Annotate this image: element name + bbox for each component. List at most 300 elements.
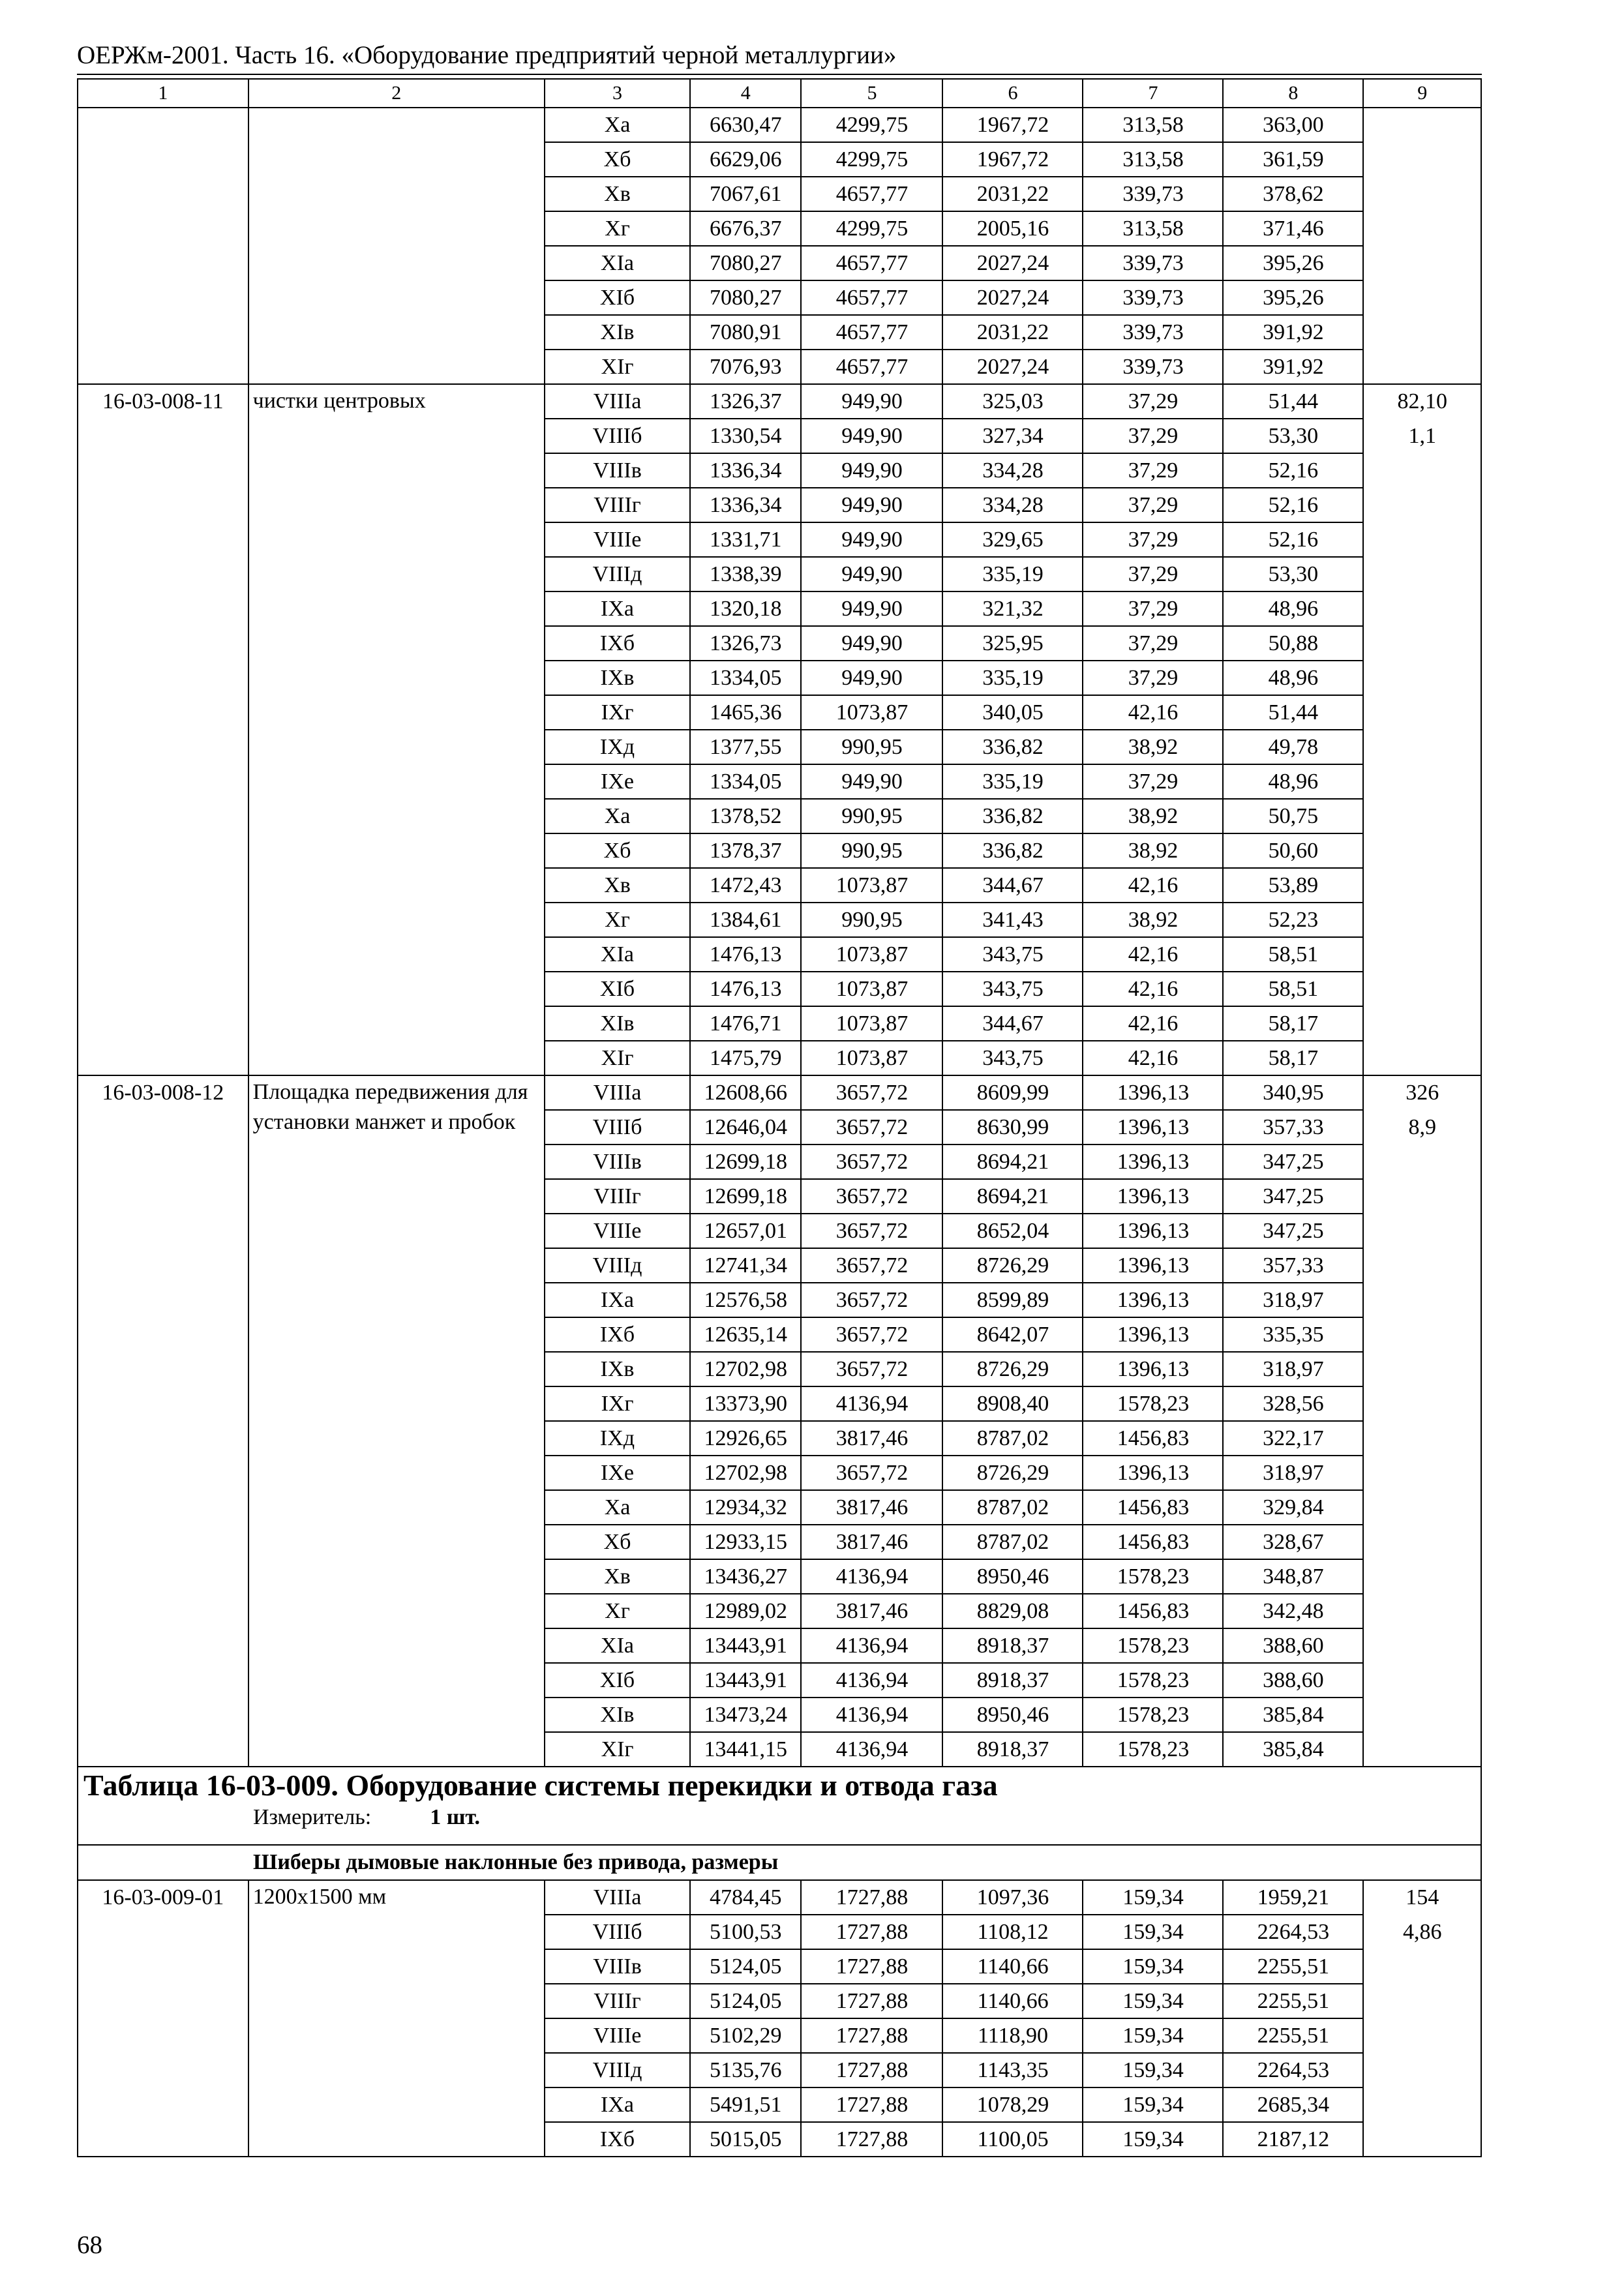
value-cell: 339,73: [1083, 177, 1223, 211]
value-cell: 347,25: [1223, 1214, 1363, 1248]
value-cell: 3817,46: [801, 1525, 942, 1559]
value-cell: 159,34: [1083, 1915, 1223, 1949]
zone-cell: VIIIа: [545, 1075, 690, 1110]
value-cell: 2255,51: [1223, 2018, 1363, 2053]
column-number: 8: [1223, 79, 1363, 108]
value-cell: 3817,46: [801, 1490, 942, 1525]
value-cell: 12933,15: [690, 1525, 801, 1559]
value-cell: 334,28: [942, 488, 1083, 522]
value-cell: 1140,66: [942, 1984, 1083, 2018]
value-cell: 58,17: [1223, 1041, 1363, 1075]
value-cell: 58,51: [1223, 972, 1363, 1006]
value-cell: 1336,34: [690, 453, 801, 488]
table-row: [78, 1075, 1481, 1110]
value-cell: 391,92: [1223, 350, 1363, 384]
value-cell: 347,25: [1223, 1179, 1363, 1214]
value-cell: 318,97: [1223, 1283, 1363, 1317]
resource-cell: [1363, 108, 1481, 384]
value-cell: 949,90: [801, 626, 942, 661]
value-cell: 334,28: [942, 453, 1083, 488]
value-cell: 339,73: [1083, 315, 1223, 350]
column-number: 9: [1363, 79, 1481, 108]
value-cell: 4784,45: [690, 1880, 801, 1915]
table-title-row: [78, 1767, 1481, 1845]
value-cell: 328,67: [1223, 1525, 1363, 1559]
value-cell: 1476,13: [690, 937, 801, 972]
zone-cell: XIб: [545, 1663, 690, 1698]
zone-cell: Xа: [545, 1490, 690, 1525]
value-cell: 2255,51: [1223, 1949, 1363, 1984]
zone-cell: IXб: [545, 626, 690, 661]
page-number: 68: [77, 2231, 102, 2259]
value-cell: 1097,36: [942, 1880, 1083, 1915]
value-cell: 37,29: [1083, 557, 1223, 591]
value-cell: 8950,46: [942, 1698, 1083, 1732]
value-cell: 37,29: [1083, 626, 1223, 661]
zone-cell: VIIIд: [545, 1248, 690, 1283]
value-cell: 1396,13: [1083, 1214, 1223, 1248]
value-cell: 3657,72: [801, 1352, 942, 1386]
value-cell: 1073,87: [801, 937, 942, 972]
value-cell: 339,73: [1083, 350, 1223, 384]
column-number: 2: [248, 79, 545, 108]
value-cell: 2255,51: [1223, 1984, 1363, 2018]
value-cell: 1727,88: [801, 2122, 942, 2157]
value-cell: 5100,53: [690, 1915, 801, 1949]
value-cell: 395,26: [1223, 280, 1363, 315]
zone-cell: VIIIе: [545, 1214, 690, 1248]
value-cell: 1578,23: [1083, 1698, 1223, 1732]
zone-cell: VIIIд: [545, 557, 690, 591]
value-cell: 1143,35: [942, 2053, 1083, 2087]
value-cell: 2031,22: [942, 177, 1083, 211]
value-cell: 1396,13: [1083, 1248, 1223, 1283]
value-cell: 341,43: [942, 903, 1083, 937]
zone-cell: Xа: [545, 108, 690, 142]
value-cell: 313,58: [1083, 211, 1223, 246]
price-table: [77, 78, 1482, 2157]
value-cell: 1578,23: [1083, 1628, 1223, 1663]
value-cell: 2027,24: [942, 280, 1083, 315]
value-cell: 1326,73: [690, 626, 801, 661]
value-cell: 1384,61: [690, 903, 801, 937]
value-cell: 4657,77: [801, 315, 942, 350]
value-cell: 1578,23: [1083, 1559, 1223, 1594]
value-cell: 12702,98: [690, 1456, 801, 1490]
value-cell: 391,92: [1223, 315, 1363, 350]
value-cell: 13473,24: [690, 1698, 801, 1732]
value-cell: 395,26: [1223, 246, 1363, 280]
zone-cell: XIв: [545, 1698, 690, 1732]
value-cell: 335,19: [942, 764, 1083, 799]
value-cell: 12702,98: [690, 1352, 801, 1386]
value-cell: 343,75: [942, 972, 1083, 1006]
value-cell: 52,23: [1223, 903, 1363, 937]
value-cell: 4136,94: [801, 1698, 942, 1732]
value-cell: 8726,29: [942, 1456, 1083, 1490]
value-cell: 4299,75: [801, 211, 942, 246]
value-cell: 2685,34: [1223, 2087, 1363, 2122]
value-cell: 51,44: [1223, 384, 1363, 419]
zone-cell: Xв: [545, 868, 690, 903]
table-row: [78, 108, 1481, 142]
value-cell: 12926,65: [690, 1421, 801, 1456]
item-name: [248, 108, 545, 384]
value-cell: 3657,72: [801, 1248, 942, 1283]
value-cell: 7080,91: [690, 315, 801, 350]
value-cell: 327,34: [942, 419, 1083, 453]
value-cell: 42,16: [1083, 972, 1223, 1006]
value-cell: 357,33: [1223, 1110, 1363, 1144]
value-cell: 7067,61: [690, 177, 801, 211]
value-cell: 37,29: [1083, 419, 1223, 453]
value-cell: 159,34: [1083, 1880, 1223, 1915]
value-cell: 4299,75: [801, 142, 942, 177]
item-code: [78, 108, 248, 384]
zone-cell: IXв: [545, 1352, 690, 1386]
resource-value: 326: [1406, 1081, 1439, 1105]
value-cell: 321,32: [942, 591, 1083, 626]
zone-cell: Xб: [545, 1525, 690, 1559]
zone-cell: VIIIв: [545, 1144, 690, 1179]
value-cell: 12646,04: [690, 1110, 801, 1144]
page-header-title: ОЕРЖм-2001. Часть 16. «Оборудование предприятий черной металлургии»: [77, 41, 897, 69]
resource-cell: [1363, 1075, 1481, 1767]
value-cell: 6676,37: [690, 211, 801, 246]
value-cell: 159,34: [1083, 1984, 1223, 2018]
value-cell: 1073,87: [801, 868, 942, 903]
value-cell: 1396,13: [1083, 1110, 1223, 1144]
value-cell: 1967,72: [942, 108, 1083, 142]
resource-value: 4,86: [1402, 1920, 1442, 1944]
value-cell: 3657,72: [801, 1144, 942, 1179]
zone-cell: VIIIе: [545, 2018, 690, 2053]
column-number: 4: [690, 79, 801, 108]
zone-cell: VIIIа: [545, 384, 690, 419]
column-number-row: [78, 79, 1481, 108]
value-cell: 1727,88: [801, 1949, 942, 1984]
zone-cell: IXа: [545, 2087, 690, 2122]
value-cell: 1377,55: [690, 730, 801, 764]
value-cell: 37,29: [1083, 591, 1223, 626]
value-cell: 2005,16: [942, 211, 1083, 246]
meter-line: [83, 1803, 1475, 1833]
value-cell: 53,89: [1223, 868, 1363, 903]
meter-label: Измеритель:: [253, 1805, 372, 1829]
value-cell: 2187,12: [1223, 2122, 1363, 2157]
value-cell: 8829,08: [942, 1594, 1083, 1628]
value-cell: 8787,02: [942, 1490, 1083, 1525]
value-cell: 1578,23: [1083, 1663, 1223, 1698]
value-cell: 52,16: [1223, 522, 1363, 557]
value-cell: 1073,87: [801, 695, 942, 730]
value-cell: 1727,88: [801, 2018, 942, 2053]
zone-cell: Xг: [545, 903, 690, 937]
column-number: 6: [942, 79, 1083, 108]
value-cell: 1140,66: [942, 1949, 1083, 1984]
value-cell: 336,82: [942, 730, 1083, 764]
value-cell: 2027,24: [942, 350, 1083, 384]
value-cell: 3817,46: [801, 1421, 942, 1456]
zone-cell: VIIIб: [545, 1110, 690, 1144]
value-cell: 12989,02: [690, 1594, 801, 1628]
value-cell: 1396,13: [1083, 1317, 1223, 1352]
item-code: 16-03-008-12: [78, 1075, 248, 1767]
zone-cell: IXа: [545, 591, 690, 626]
value-cell: 3657,72: [801, 1110, 942, 1144]
value-cell: 3657,72: [801, 1456, 942, 1490]
zone-cell: XIб: [545, 280, 690, 315]
table-title-cell: [78, 1767, 1481, 1845]
value-cell: 949,90: [801, 557, 942, 591]
value-cell: 13436,27: [690, 1559, 801, 1594]
zone-cell: IXд: [545, 1421, 690, 1456]
value-cell: 335,19: [942, 557, 1083, 591]
value-cell: 1118,90: [942, 2018, 1083, 2053]
value-cell: 335,35: [1223, 1317, 1363, 1352]
value-cell: 8787,02: [942, 1525, 1083, 1559]
table-row: [78, 1880, 1481, 1915]
value-cell: 1334,05: [690, 764, 801, 799]
value-cell: 50,88: [1223, 626, 1363, 661]
value-cell: 388,60: [1223, 1663, 1363, 1698]
section-title: Шиберы дымовые наклонные без привода, размеры: [78, 1845, 1481, 1880]
item-name: чистки центровых: [248, 384, 545, 1075]
column-number: 7: [1083, 79, 1223, 108]
value-cell: 329,65: [942, 522, 1083, 557]
value-cell: 1336,34: [690, 488, 801, 522]
zone-cell: IXд: [545, 730, 690, 764]
value-cell: 6630,47: [690, 108, 801, 142]
value-cell: 2264,53: [1223, 1915, 1363, 1949]
table-row: [78, 384, 1481, 419]
value-cell: 1338,39: [690, 557, 801, 591]
value-cell: 12934,32: [690, 1490, 801, 1525]
zone-cell: Xв: [545, 177, 690, 211]
value-cell: 42,16: [1083, 1006, 1223, 1041]
value-cell: 1073,87: [801, 1006, 942, 1041]
value-cell: 53,30: [1223, 557, 1363, 591]
value-cell: 328,56: [1223, 1386, 1363, 1421]
zone-cell: Xа: [545, 799, 690, 833]
value-cell: 4136,94: [801, 1386, 942, 1421]
value-cell: 385,84: [1223, 1732, 1363, 1767]
value-cell: 38,92: [1083, 730, 1223, 764]
value-cell: 8652,04: [942, 1214, 1083, 1248]
meter-value: 1 шт.: [430, 1805, 481, 1829]
value-cell: 1396,13: [1083, 1144, 1223, 1179]
value-cell: 7076,93: [690, 350, 801, 384]
zone-cell: XIа: [545, 937, 690, 972]
value-cell: 1727,88: [801, 1915, 942, 1949]
value-cell: 52,16: [1223, 488, 1363, 522]
zone-cell: VIIIв: [545, 1949, 690, 1984]
value-cell: 50,75: [1223, 799, 1363, 833]
value-cell: 1465,36: [690, 695, 801, 730]
value-cell: 5015,05: [690, 2122, 801, 2157]
resource-cell: [1363, 384, 1481, 1075]
value-cell: 53,30: [1223, 419, 1363, 453]
value-cell: 8694,21: [942, 1144, 1083, 1179]
value-cell: 1378,52: [690, 799, 801, 833]
value-cell: 4657,77: [801, 350, 942, 384]
value-cell: 361,59: [1223, 142, 1363, 177]
zone-cell: IXб: [545, 2122, 690, 2157]
zone-cell: XIв: [545, 315, 690, 350]
value-cell: 949,90: [801, 419, 942, 453]
value-cell: 8642,07: [942, 1317, 1083, 1352]
zone-cell: VIIIг: [545, 1984, 690, 2018]
value-cell: 1396,13: [1083, 1075, 1223, 1110]
zone-cell: IXе: [545, 1456, 690, 1490]
value-cell: 1476,71: [690, 1006, 801, 1041]
value-cell: 949,90: [801, 453, 942, 488]
value-cell: 12608,66: [690, 1075, 801, 1110]
zone-cell: IXе: [545, 764, 690, 799]
value-cell: 1578,23: [1083, 1386, 1223, 1421]
zone-cell: XIг: [545, 1041, 690, 1075]
value-cell: 325,03: [942, 384, 1083, 419]
value-cell: 1475,79: [690, 1041, 801, 1075]
zone-cell: XIг: [545, 1732, 690, 1767]
zone-cell: XIг: [545, 350, 690, 384]
value-cell: 340,05: [942, 695, 1083, 730]
value-cell: 7080,27: [690, 280, 801, 315]
value-cell: 8630,99: [942, 1110, 1083, 1144]
zone-cell: Xг: [545, 211, 690, 246]
value-cell: 6629,06: [690, 142, 801, 177]
zone-cell: VIIIб: [545, 1915, 690, 1949]
value-cell: 1456,83: [1083, 1525, 1223, 1559]
value-cell: 1472,43: [690, 868, 801, 903]
zone-cell: IXг: [545, 1386, 690, 1421]
value-cell: 342,48: [1223, 1594, 1363, 1628]
value-cell: 52,16: [1223, 453, 1363, 488]
value-cell: 1456,83: [1083, 1490, 1223, 1525]
value-cell: 37,29: [1083, 661, 1223, 695]
value-cell: 378,62: [1223, 177, 1363, 211]
value-cell: 12699,18: [690, 1179, 801, 1214]
value-cell: 4136,94: [801, 1663, 942, 1698]
value-cell: 37,29: [1083, 453, 1223, 488]
zone-cell: IXб: [545, 1317, 690, 1352]
value-cell: 4136,94: [801, 1732, 942, 1767]
value-cell: 13443,91: [690, 1663, 801, 1698]
value-cell: 8726,29: [942, 1352, 1083, 1386]
value-cell: 4657,77: [801, 280, 942, 315]
value-cell: 1727,88: [801, 1880, 942, 1915]
value-cell: 3657,72: [801, 1075, 942, 1110]
value-cell: 38,92: [1083, 903, 1223, 937]
value-cell: 949,90: [801, 661, 942, 695]
value-cell: 339,73: [1083, 280, 1223, 315]
value-cell: 313,58: [1083, 142, 1223, 177]
value-cell: 363,00: [1223, 108, 1363, 142]
value-cell: 371,46: [1223, 211, 1363, 246]
value-cell: 990,95: [801, 833, 942, 868]
value-cell: 38,92: [1083, 799, 1223, 833]
value-cell: 3657,72: [801, 1214, 942, 1248]
value-cell: 1959,21: [1223, 1880, 1363, 1915]
value-cell: 4136,94: [801, 1628, 942, 1663]
value-cell: 1073,87: [801, 1041, 942, 1075]
value-cell: 3657,72: [801, 1179, 942, 1214]
column-number: 5: [801, 79, 942, 108]
value-cell: 1578,23: [1083, 1732, 1223, 1767]
value-cell: 2264,53: [1223, 2053, 1363, 2087]
value-cell: 42,16: [1083, 1041, 1223, 1075]
value-cell: 13373,90: [690, 1386, 801, 1421]
value-cell: 5491,51: [690, 2087, 801, 2122]
value-cell: 48,96: [1223, 591, 1363, 626]
value-cell: 1476,13: [690, 972, 801, 1006]
zone-cell: VIIIе: [545, 522, 690, 557]
value-cell: 949,90: [801, 591, 942, 626]
zone-cell: VIIIв: [545, 453, 690, 488]
value-cell: 348,87: [1223, 1559, 1363, 1594]
value-cell: 336,82: [942, 799, 1083, 833]
value-cell: 385,84: [1223, 1698, 1363, 1732]
value-cell: 1396,13: [1083, 1352, 1223, 1386]
zone-cell: Xг: [545, 1594, 690, 1628]
value-cell: 8908,40: [942, 1386, 1083, 1421]
column-number: 3: [545, 79, 690, 108]
value-cell: 4657,77: [801, 246, 942, 280]
value-cell: 8609,99: [942, 1075, 1083, 1110]
value-cell: 313,58: [1083, 108, 1223, 142]
value-cell: 4657,77: [801, 177, 942, 211]
value-cell: 58,17: [1223, 1006, 1363, 1041]
zone-cell: VIIIг: [545, 1179, 690, 1214]
value-cell: 1396,13: [1083, 1283, 1223, 1317]
value-cell: 1331,71: [690, 522, 801, 557]
resource-cell: [1363, 1880, 1481, 2157]
value-cell: 5124,05: [690, 1984, 801, 2018]
zone-cell: Xв: [545, 1559, 690, 1594]
resource-value: 154: [1406, 1885, 1439, 1909]
value-cell: 1100,05: [942, 2122, 1083, 2157]
value-cell: 1727,88: [801, 1984, 942, 2018]
item-name: Площадка передвижения для установки манжет и пробок: [248, 1075, 545, 1767]
zone-cell: VIIIд: [545, 2053, 690, 2087]
value-cell: 58,51: [1223, 937, 1363, 972]
value-cell: 12635,14: [690, 1317, 801, 1352]
value-cell: 1320,18: [690, 591, 801, 626]
price-table-body: [78, 79, 1481, 2157]
value-cell: 949,90: [801, 488, 942, 522]
value-cell: 3657,72: [801, 1317, 942, 1352]
value-cell: 1396,13: [1083, 1456, 1223, 1490]
value-cell: 50,60: [1223, 833, 1363, 868]
value-cell: 1378,37: [690, 833, 801, 868]
value-cell: 343,75: [942, 937, 1083, 972]
value-cell: 1456,83: [1083, 1594, 1223, 1628]
resource-value: 1,1: [1408, 424, 1436, 448]
value-cell: 340,95: [1223, 1075, 1363, 1110]
value-cell: 8918,37: [942, 1663, 1083, 1698]
zone-cell: IXг: [545, 695, 690, 730]
resource-value: 8,9: [1408, 1115, 1436, 1139]
value-cell: 949,90: [801, 522, 942, 557]
zone-cell: XIв: [545, 1006, 690, 1041]
zone-cell: XIа: [545, 1628, 690, 1663]
value-cell: 388,60: [1223, 1628, 1363, 1663]
zone-cell: VIIIг: [545, 488, 690, 522]
value-cell: 1456,83: [1083, 1421, 1223, 1456]
value-cell: 8726,29: [942, 1248, 1083, 1283]
value-cell: 37,29: [1083, 764, 1223, 799]
item-name: 1200х1500 мм: [248, 1880, 545, 2157]
